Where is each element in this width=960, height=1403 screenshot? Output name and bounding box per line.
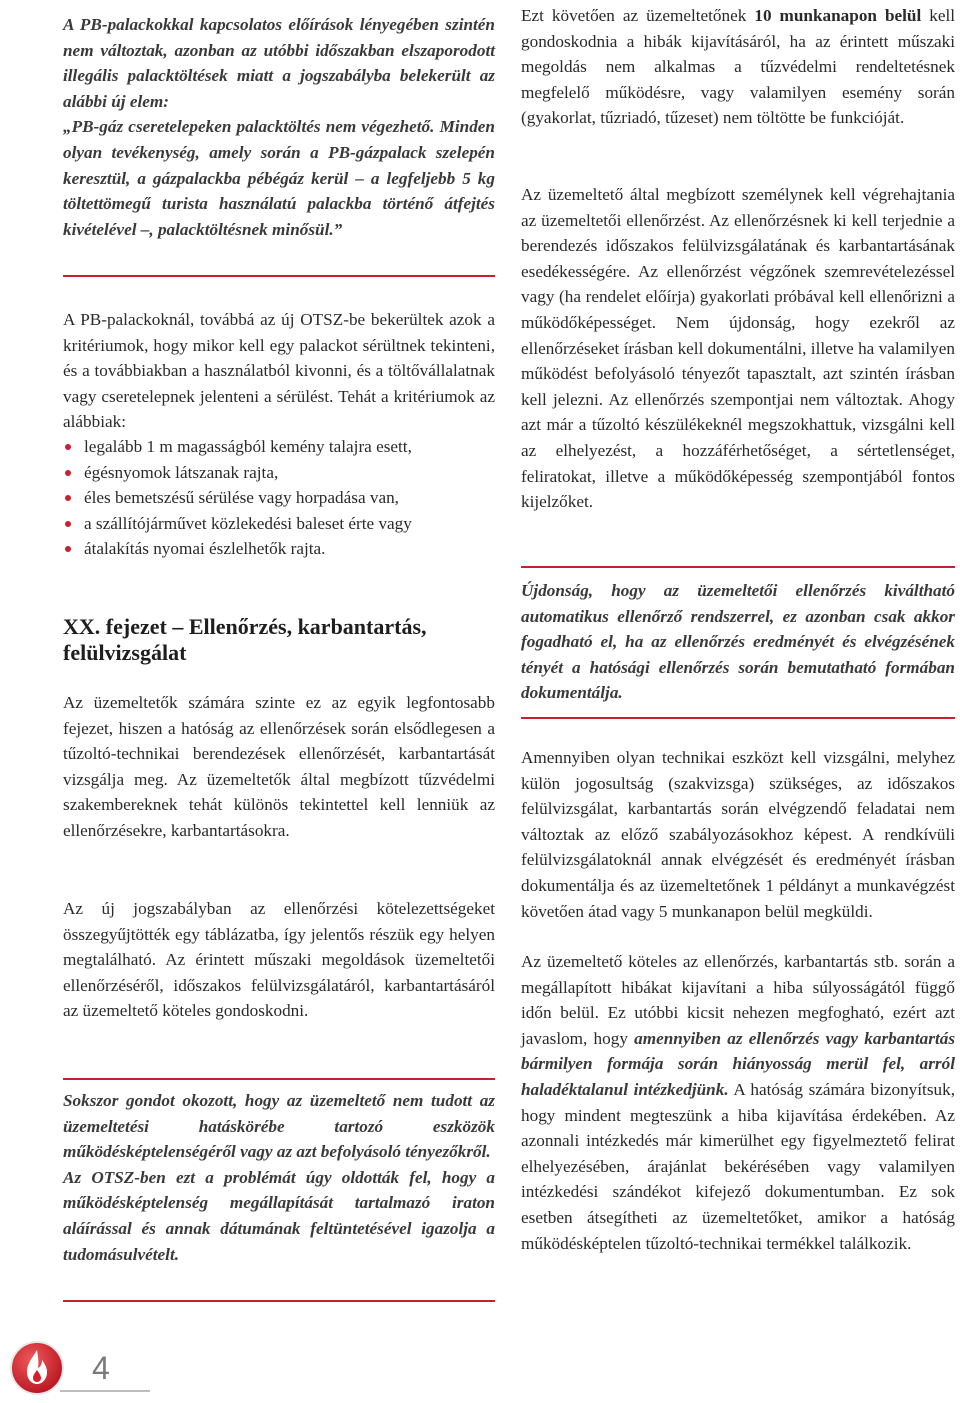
p4-bold-text: amennyiben az ellenőrzés vagy karbantartás bármilyen formája során hiányosság merül fel, arról haladéktalanul intézkedjünk.	[521, 1028, 956, 1099]
pb-criteria-intro: A PB-palackoknál, továbbá az új OTSZ-be bekerültek azok a kritériumok, hogy mikor kell egy palackot sérültnek tekinteni, és a továbbiakban a használatból kivonni, és a töltővállalatnak vagy cseretelepnek jelenteni a sérülést. Tehát a kritériumok az alábbiak:	[63, 310, 495, 432]
pb-regulation-box	[63, 12, 495, 242]
flame-icon	[9, 1340, 65, 1396]
list-item: éles bemetszésű sérülése vagy horpadása van,	[63, 485, 495, 511]
p1-text-cont: kell gondoskodnia a hibák kijavításáról, ha az érintett műszaki megoldás nem alkalmas a tűzvédelmi rendeltetésnek megfelelő működésre, vagy valamilyen esemény során (gyakorlat, tűzriadó, tűzeset) nem töltötte be funkcióját.	[521, 6, 956, 128]
criteria-list	[63, 434, 495, 562]
otsz-note-box	[63, 1088, 495, 1267]
footer-line	[60, 1390, 150, 1392]
right-paragraph-4	[521, 949, 955, 1256]
right-paragraph-1	[521, 3, 955, 131]
box-divider	[63, 1300, 495, 1302]
box-divider	[521, 566, 955, 568]
pb-quote-text: „PB-gáz cseretelepeken palacktöltés nem végezhető. Minden olyan tevékenység, amely során a PB-gázpalack szelepén keresztül, a gázpalackba pébégáz kerül – a legfeljebb 5 kg töltettömegű turista használatú palackba történő átfejtés kivételével –, palacktöltésnek minősül.”	[63, 117, 495, 239]
otsz-note-text-2: Az OTSZ-ben ezt a problémát úgy oldották fel, hogy a működésképtelenség megállapítását tartalmazó iraton aláírással és annak dátumának feltüntetésével igazolja a tudomásulvételt.	[63, 1167, 495, 1264]
chapter-paragraph-2: Az új jogszabályban az ellenőrzési kötelezettségeket összegyűjtötték egy táblázatba, így jelentős részük egy helyen megtalálható. Az érintett műszaki megoldások üzemeltetői ellenőrzéséről, időszakos felülvizsgálatáról, karbantartásáról az üzemeltető köteles gondoskodni.	[63, 899, 495, 1021]
chapter-paragraph-1: Az üzemeltetők számára szinte ez az egyik legfontosabb fejezet, hiszen a hatóság az ellenőrzések során elsődlegesen a tűzoltó-technikai berendezések ellenőrzését, karbantartását vizsgálja meg. Az üzemeltetők által megbízott tűzvédelmi szakembereknek tehát különös tekintettel kell lenniük az ellenőrzésekre, karbantartásokra.	[63, 693, 495, 840]
box-divider	[63, 1078, 495, 1080]
box-divider	[63, 275, 495, 277]
list-item: égésnyomok látszanak rajta,	[63, 460, 495, 486]
right-paragraph-2: Az üzemeltető által megbízott személynek kell végrehajtania az üzemeltetői ellenőrzést. Az ellenőrzésnek ki kell terjednie a berendezés időszakos felülvizsgálatának és karbantartásának esedékességére. Az ellenőrzést végzőnek szemrevételezéssel vagy (ha rendelet előírja) gyakorlati próbával kell ellenőrizni a működőképességet. Nem újdonság, hogy ezekről az ellenőrzéseket írásban kell dokumentálni, illetve ha valamilyen működést befolyásoló tényezőt tapasztalt, azt szintén írásban kell jelezni. Az ellenőrzés szempontjai nem változtak. Ahogy azt már a tűzoltó készülékeknél megszokhattuk, vizsgálni kell az elhelyezést, a hozzáférhetőséget, a sértetlenséget, feliratokat, illetve a működőképesség szempontjából fontos kijelzőket.	[521, 185, 955, 512]
pb-intro-text: A PB-palackokkal kapcsolatos előírások lényegében szintén nem változtak, azonban az utóbbi időszakban elszaporodott illegális palacktöltések miatt a jogszabályba belekerült az alábbi új elem:	[63, 15, 495, 111]
list-item: legalább 1 m magasságból kemény talajra esett,	[63, 434, 495, 460]
p4-text-cont: A hatóság számára bizonyítsuk, hogy mindent megteszünk a hiba kijavítása érdekében. Az azonnali intézkedés már kimerülhet egy figyelmeztető felirat elhelyezésében, árajánlat bekérésében vagy valamilyen intézkedési szándékot kifejező dokumentumban. Ez sok esetben átsegítheti az üzemeltetőket, amikor a hatóság működésképtelen tűzoltó-technikai termékkel találkozik.	[521, 1079, 955, 1253]
box-divider	[521, 717, 955, 719]
list-item: a szállítójárművet közlekedési baleset érte vagy	[63, 511, 495, 537]
page-number: 4	[92, 1350, 110, 1386]
list-item: átalakítás nyomai észlelhetők rajta.	[63, 536, 495, 562]
p1-text: Ezt követően az üzemeltetőnek	[521, 6, 747, 25]
chapter-heading: XX. fejezet – Ellenőrzés, karbantartás, felülvizsgálat	[63, 614, 427, 665]
p1-bold-text: 10 munkanapon belül	[754, 6, 922, 25]
automatic-check-box: Újdonság, hogy az üzemeltetői ellenőrzés kiváltható automatikus ellenőrző rendszerrel, ez azonban csak akkor fogadható el, ha az ellenőrzés eredményét és elvégzésének tényét a hatósági ellenőrzés során bemutatható formában dokumentálja.	[521, 581, 955, 703]
p4-text: Az üzemeltető köteles az ellenőrzés, karbantartás stb. során a megállapított hibákat kijavítani a hiba súlyosságától függő időn belül. Ez utóbbi kicsit nehezen megfogható, ezért azt javaslom, hogy	[521, 952, 955, 1048]
otsz-note-text-1: Sokszor gondot okozott, hogy az üzemeltető nem tudott az üzemeltetési hatáskörébe tartozó eszközök működésképtelenségéről vagy az azt befolyásoló tényezőkről.	[63, 1091, 495, 1162]
right-paragraph-3: Amennyiben olyan technikai eszközt kell vizsgálni, melyhez külön jogosultság (szakvizsga) szükséges, az időszakos felülvizsgálat, karbantartás során elvégzendő feladatai nem változtak az előző szabályozásokhoz képest. A rendkívüli felülvizsgálatoknál annak elvégzését és eredményét írásban dokumentálja és az üzemeltetőnek 1 példányt a munkavégzést követően átad vagy 5 munkanapon belül megküldi.	[521, 748, 955, 921]
